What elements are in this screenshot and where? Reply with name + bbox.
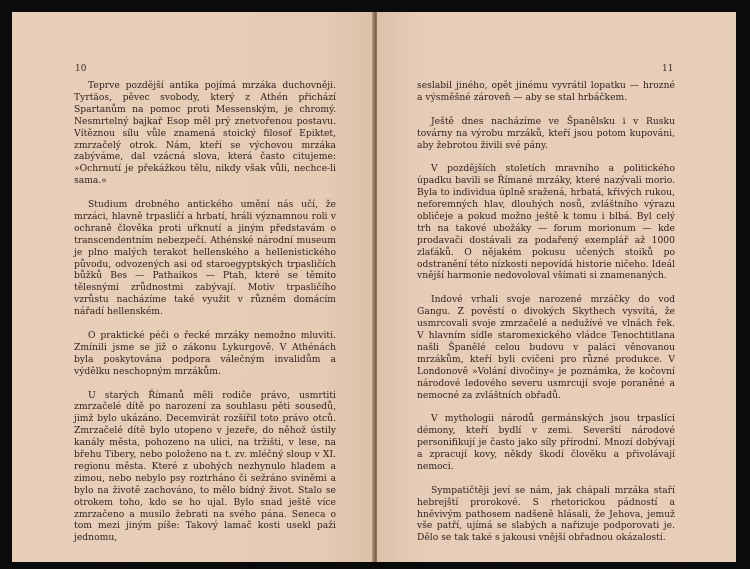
paragraph: Indové vrhali svoje narozené mrzáčky do vod Gangu. Z pověstí o divokých Skythech vysvítá, že usmrcovali svoje zmrzačelé a nedužívé ve vlnách řek. V hlavním sídle staromexického vládce Tenochtitlana našli Španělé celou budovu v paláci věnovanou mrzákům, kteří byli cvičeni pro různé produkce. V Londonově »Volání divočiny« je poznámka, že kočovní národové ledového severu usmrcují svoje poraněné a nemocné za zvláštních obřadů. — [417, 294, 675, 401]
paragraph: Ještě dnes nacházíme ve Španělsku i v Rusku továrny na výrobu mrzáků, kteří jsou potom kupováni, aby žebrotou živili své pány. — [417, 115, 675, 151]
page-number-left: 10 — [75, 64, 87, 74]
left-page-text — [74, 80, 336, 544]
paragraph: U starých Římanů měli rodiče právo, usmrtiti zmrzačelé dítě po narození za souhlasu pěti sousedů, jimž bylo ukázáno. Decemvirát rozšířil toto právo otců. Zmrzačelé dítě bylo utopeno v jezeře, do něhož ústily kanály města, pohozeno na ulici, na tržišti, v lese, na břehu Tibery, nebo položeno na t. zv. mléčný sloup v XI. regionu města. Které z ubohých nezhynulo hladem a zimou, nebo nebylo psy roztrháno či sežráno sviněmi a bylo na životě zachováno, to mělo bídný život. Stalo se otrokem toho, kdo se ho ujal. Bylo snad ještě více zmrzačeno a musilo žebrati na svého pána. Seneca o tom mezi jiným píše: Takový lamač kosti usekl paži jednomu, — [74, 389, 336, 544]
right-page-text — [417, 80, 675, 544]
paragraph: V pozdějších stoletích mravního a politického úpadku bavili se Římané mrzáky, které nazývali morio. Byla to individua úplně sražená, hrbatá, křivých rukou, neforemných hlav, dlouhých nosů, zvláštního výrazu obličeje a pokud možno ještě k tomu i blbá. Byl celý trh na takové ubožáky — forum morionum — kde prodavači dostávali za podařený exemplář až 1000 zlaťáků. O nějakém pokusu učených stoiků po odstranění této nízkosti nepovídá historie ničeho. Ideál vnější harmonie nedovoloval všímati si znamenaných. — [417, 163, 675, 282]
right-page — [377, 12, 736, 562]
paragraph: Teprve pozdější antika pojímá mrzáka duchovněji. Tyrtäos, pěvec svobody, který z Athén přichází Spartanům na pomoc proti Messenským, je chromý. Nesmrtelný bajkař Esop měl prý znetvořenou postavu. Vítěznou sílu vůle znamená stoický filosof Epiktet, zmrzačelý otrok. Nám, kteří se výchovou mrzáka zabýváme, dal vzácná slova, která často citujeme: »Ochrnutí je překážkou tělu, nikdy však vůli, nechce-li sama.« — [74, 80, 336, 187]
paragraph: seslabil jiného, opět jinému vyvrátil lopatku — hrozné a výsměšné zároveň — aby se stal hrbáčkem. — [417, 80, 675, 103]
page-number-right: 11 — [662, 64, 674, 74]
paragraph: Studium drobného antického umění nás učí, že mrzáci, hlavně trpasličí a hrbatí, hráli významnou roli v ochraně člověka proti uřknutí a jiným představám o transcendentním nebezpečí. Athénské národní museum je plno malých terakot hellenského a hellenistického původu, odvozených asi od staroegyptských trpasličích bůžků Bes — Pathaikos — Ptah, které se těmito tělesnými zrůdnostmi zabývají. Motiv trpasličího vzrůstu nacházíme také využit v různém domácím nářadí hellenském. — [74, 199, 336, 318]
paragraph: Sympatičtěji jeví se nám, jak chápali mrzáka staří hebrejští prorokové. S rhetorickou pádností a hněvivým pathosem nadšeně hlásali, že Jehova, jemuž vše patří, ujímá se slabých a nařizuje podporovati je. Dělo se tak také s jakousi vnější obřadnou okázalostí. — [417, 484, 675, 544]
paragraph: V mythologii národů germánských jsou trpaslíci démony, kteří bydlí v zemi. Severští národové personifikují je často jako síly přírodní. Mnozí dobývají a zpracují kovy, někdy škodí člověku a přivolávají nemoci. — [417, 413, 675, 472]
left-page — [12, 12, 374, 562]
paragraph: O praktické péči o řecké mrzáky nemožno mluviti. Zmínili jsme se již o zákonu Lykurgově. V Athénách byla poskytována podpora válečným invalidům a výdělku neschopným mrzákům. — [74, 330, 336, 377]
